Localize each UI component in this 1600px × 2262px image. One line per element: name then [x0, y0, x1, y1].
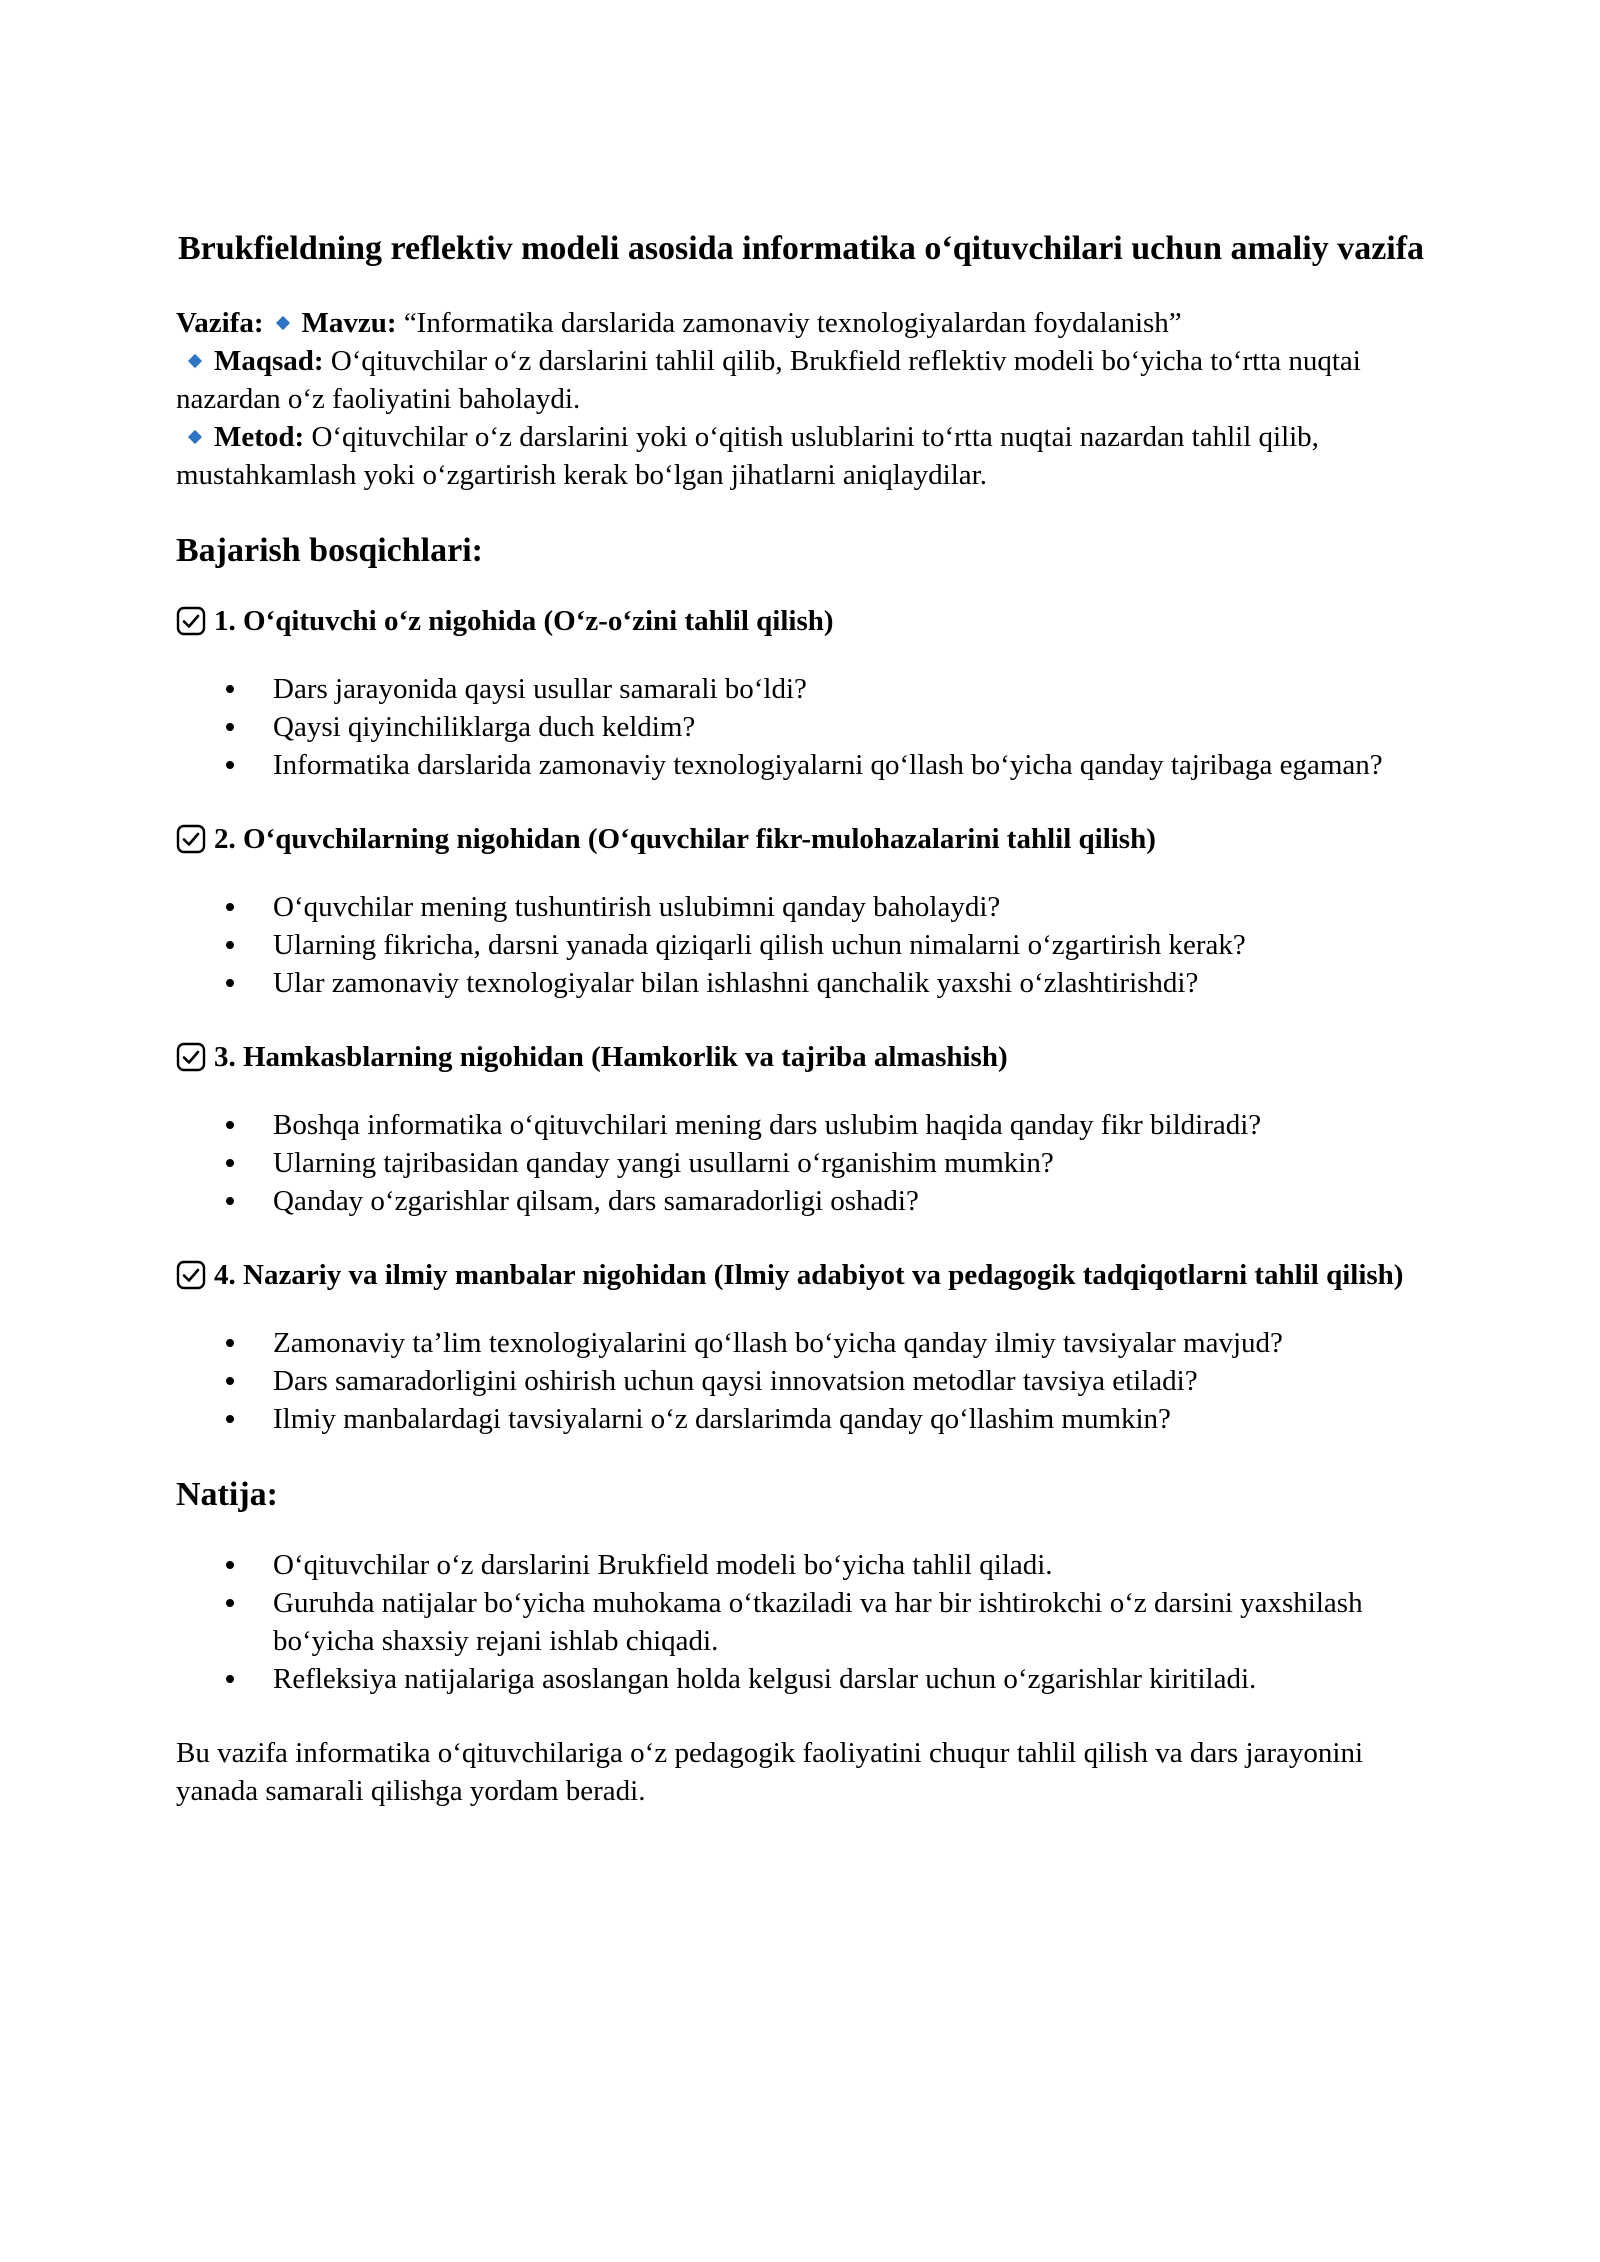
maqsad-text: O‘qituvchilar o‘z darslarini tahlil qilib, Brukfield reflektiv modeli bo‘yicha to‘rtta nuqtai nazardan o‘z faoliyatini baholaydi. — [176, 345, 1361, 415]
checkbox-checked-icon — [176, 824, 206, 854]
list-item-text: Dars samaradorligini oshirish uchun qaysi innovatsion metodlar tavsiya etiladi? — [273, 1365, 1198, 1397]
list-item-text: Boshqa informatika o‘qituvchilari mening dars uslubim haqida qanday fikr bildiradi? — [273, 1109, 1262, 1141]
list-item — [176, 1362, 1426, 1400]
list-item-text: Dars jarayonida qaysi usullar samarali bo‘ldi? — [273, 673, 807, 705]
list-item-text: Ilmiy manbalardagi tavsiyalarni o‘z darslarimda qanday qo‘llashim mumkin? — [273, 1403, 1171, 1435]
result-heading: Natija: — [176, 1476, 278, 1513]
bullet-icon — [226, 723, 234, 731]
step-title-text: 3. Hamkasblarning nigohidan (Hamkorlik va tajriba almashish) — [214, 1041, 1008, 1073]
bullet-icon — [226, 941, 234, 949]
list-item — [176, 1584, 1426, 1660]
vazifa-label: Vazifa: — [176, 307, 264, 339]
step-title — [176, 1256, 1426, 1294]
step-title-text: 2. O‘quvchilarning nigohidan (O‘quvchilar fikr-mulohazalarini tahlil qilish) — [214, 823, 1156, 855]
list-item — [176, 746, 1426, 784]
bullet-icon — [226, 761, 234, 769]
list-item-text: Refleksiya natijalariga asoslangan holda kelgusi darslar uchun o‘zgarishlar kiritiladi. — [273, 1663, 1257, 1695]
steps-heading: Bajarish bosqichlari: — [176, 532, 483, 569]
list-item — [176, 1400, 1426, 1438]
bullet-icon — [226, 1377, 234, 1385]
bullet-icon — [226, 1415, 234, 1423]
step-title-text: 1. O‘qituvchi o‘z nigohida (O‘z-o‘zini tahlil qilish) — [214, 605, 834, 637]
mavzu-text: “Informatika darslarida zamonaviy texnologiyalardan foydalanish” — [403, 307, 1182, 339]
list-item — [176, 1324, 1426, 1362]
bullet-icon — [226, 1339, 234, 1347]
bullet-icon — [226, 1197, 234, 1205]
diamond-icon — [275, 316, 289, 330]
bullet-icon — [226, 1561, 234, 1569]
diamond-icon — [188, 430, 202, 444]
checkbox-checked-icon — [176, 606, 206, 636]
diamond-icon — [188, 354, 202, 368]
maqsad-label: Maqsad: — [214, 345, 324, 377]
bullet-icon — [226, 979, 234, 987]
list-item — [176, 888, 1426, 926]
step-1-list — [176, 670, 1426, 784]
step-4-list — [176, 1324, 1426, 1438]
list-item-text: Qanday o‘zgarishlar qilsam, dars samaradorligi oshadi? — [273, 1185, 919, 1217]
step-2-list — [176, 888, 1426, 1002]
list-item-text: O‘quvchilar mening tushuntirish uslubimni qanday baholaydi? — [273, 891, 1001, 923]
list-item — [176, 670, 1426, 708]
bullet-icon — [226, 1599, 234, 1607]
list-item-text: Ular zamonaviy texnologiyalar bilan ishlashni qanchalik yaxshi o‘zlashtirishdi? — [273, 967, 1199, 999]
list-item-text: Ularning fikricha, darsni yanada qiziqarli qilish uchun nimalarni o‘zgartirish kerak? — [273, 929, 1246, 961]
step-title-text: 4. Nazariy va ilmiy manbalar nigohidan (Ilmiy adabiyot va pedagogik tadqiqotlarni tahlil qilish) — [214, 1259, 1404, 1291]
intro-vazifa-line — [176, 304, 1426, 342]
metod-label: Metod: — [214, 421, 305, 453]
mavzu-label: Mavzu: — [301, 307, 397, 339]
bullet-icon — [226, 1675, 234, 1683]
list-item-text: Qaysi qiyinchiliklarga duch keldim? — [273, 711, 696, 743]
list-item — [176, 1144, 1426, 1182]
list-item — [176, 1182, 1426, 1220]
list-item-text: Guruhda natijalar bo‘yicha muhokama o‘tkaziladi va har bir ishtirokchi o‘z darsini yaxshilash bo‘yicha shaxsiy rejani ishlab chiqadi. — [273, 1587, 1363, 1657]
checkbox-checked-icon — [176, 1260, 206, 1290]
intro-metod-line — [176, 418, 1426, 494]
list-item — [176, 708, 1426, 746]
result-list — [176, 1546, 1426, 1698]
list-item-text: Zamonaviy ta’lim texnologiyalarini qo‘llash bo‘yicha qanday ilmiy tavsiyalar mavjud? — [273, 1327, 1283, 1359]
bullet-icon — [226, 903, 234, 911]
list-item — [176, 1546, 1426, 1584]
bullet-icon — [226, 685, 234, 693]
bullet-icon — [226, 1121, 234, 1129]
step-title — [176, 820, 1426, 858]
conclusion-paragraph: Bu vazifa informatika o‘qituvchilariga o‘z pedagogik faoliyatini chuqur tahlil qilish va dars jarayonini yanada samarali qilishga yordam beradi. — [176, 1737, 1364, 1807]
document-page — [176, 228, 1426, 1810]
list-item — [176, 1106, 1426, 1144]
bullet-icon — [226, 1159, 234, 1167]
list-item-text: Ularning tajribasidan qanday yangi usullarni o‘rganishim mumkin? — [273, 1147, 1054, 1179]
metod-text: O‘qituvchilar o‘z darslarini yoki o‘qitish uslublarini to‘rtta nuqtai nazardan tahlil qilib, mustahkamlash yoki o‘zgartirish kerak bo‘lgan jihatlarni aniqlaydilar. — [176, 421, 1319, 491]
intro-maqsad-line — [176, 342, 1426, 418]
step-3-list — [176, 1106, 1426, 1220]
list-item — [176, 964, 1426, 1002]
list-item — [176, 1660, 1426, 1698]
list-item-text: O‘qituvchilar o‘z darslarini Brukfield modeli bo‘yicha tahlil qiladi. — [273, 1549, 1053, 1581]
step-title — [176, 1038, 1426, 1076]
checkbox-checked-icon — [176, 1042, 206, 1072]
list-item — [176, 926, 1426, 964]
document-title: Brukfieldning reflektiv modeli asosida informatika o‘qituvchilari uchun amaliy vazifa — [177, 230, 1425, 267]
step-title — [176, 602, 1426, 640]
list-item-text: Informatika darslarida zamonaviy texnologiyalarni qo‘llash bo‘yicha qanday tajribaga egaman? — [273, 749, 1383, 781]
